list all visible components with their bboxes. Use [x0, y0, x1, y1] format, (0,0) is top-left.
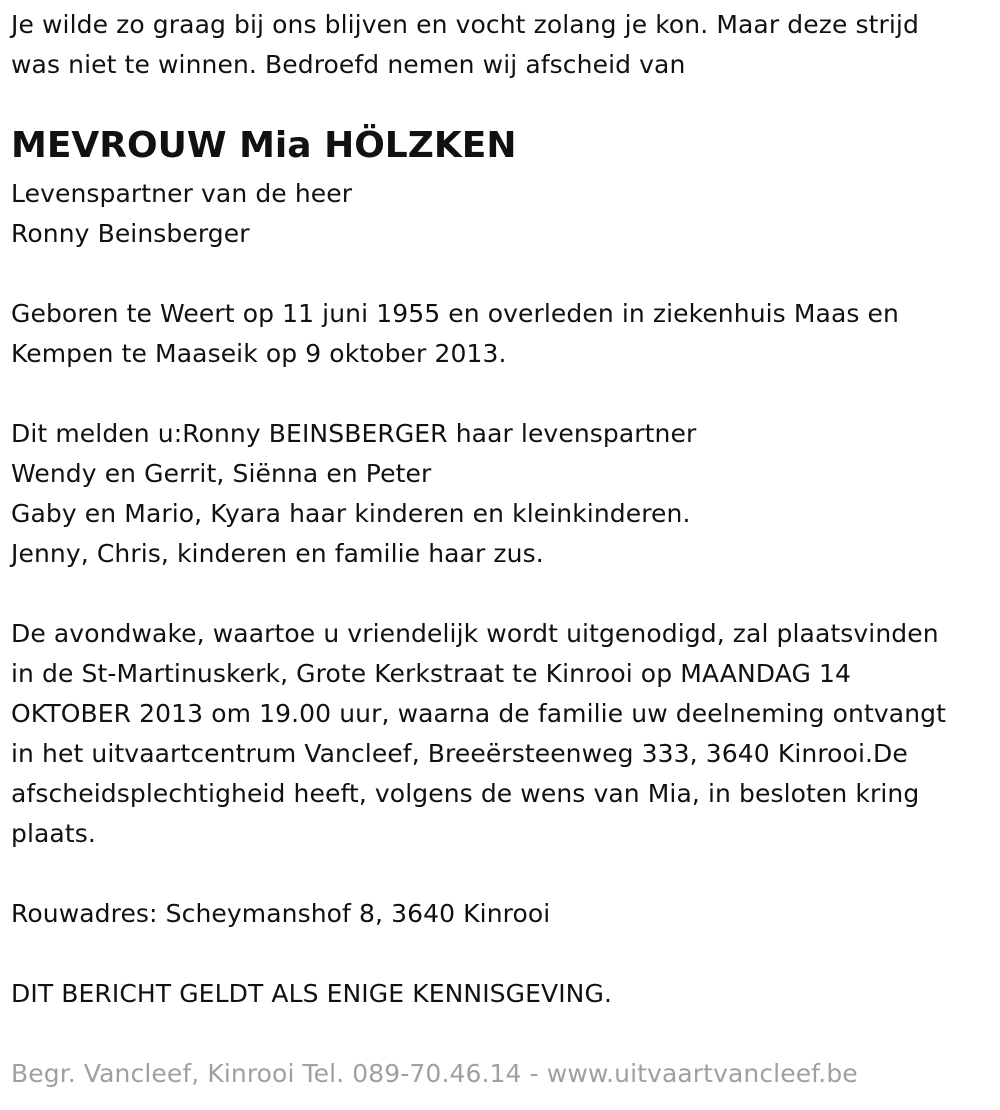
- birth-death-paragraph: [11, 294, 899, 374]
- partner-paragraph: [11, 174, 352, 254]
- wake-line: afscheidsplechtigheid heeft, volgens de wens van Mia, in besloten kring: [11, 779, 920, 808]
- notice-statement: [11, 974, 612, 1014]
- family-paragraph: [11, 414, 696, 574]
- deceased-name: MEVROUW Mia HÖLZKEN: [11, 125, 517, 166]
- funeral-home-footer: [11, 1054, 858, 1094]
- wake-line: plaats.: [11, 819, 96, 848]
- partner-line: Ronny Beinsberger: [11, 219, 250, 248]
- birth-line: Kempen te Maaseik op 9 oktober 2013.: [11, 339, 507, 368]
- wake-line: in de St-Martinuskerk, Grote Kerkstraat te Kinrooi op MAANDAG 14: [11, 659, 851, 688]
- footer-line: Begr. Vancleef, Kinrooi Tel. 089-70.46.14 - www.uitvaartvancleef.be: [11, 1059, 858, 1088]
- mourning-address: [11, 894, 550, 934]
- intro-line: Je wilde zo graag bij ons blijven en vocht zolang je kon. Maar deze strijd: [11, 10, 919, 39]
- wake-line: De avondwake, waartoe u vriendelijk wordt uitgenodigd, zal plaatsvinden: [11, 619, 939, 648]
- intro-paragraph: [11, 5, 919, 85]
- intro-line: was niet te winnen. Bedroefd nemen wij afscheid van: [11, 50, 686, 79]
- wake-line: in het uitvaartcentrum Vancleef, Breeërsteenweg 333, 3640 Kinrooi.De: [11, 739, 908, 768]
- family-line: Jenny, Chris, kinderen en familie haar zus.: [11, 539, 544, 568]
- family-line: Gaby en Mario, Kyara haar kinderen en kleinkinderen.: [11, 499, 691, 528]
- family-line: Dit melden u:Ronny BEINSBERGER haar levenspartner: [11, 419, 697, 448]
- wake-paragraph: [11, 614, 946, 854]
- notice-line: DIT BERICHT GELDT ALS ENIGE KENNISGEVING.: [11, 979, 612, 1008]
- partner-line: Levenspartner van de heer: [11, 179, 353, 208]
- family-line: Wendy en Gerrit, Siënna en Peter: [11, 459, 432, 488]
- birth-line: Geboren te Weert op 11 juni 1955 en overleden in ziekenhuis Maas en: [11, 299, 899, 328]
- wake-line: OKTOBER 2013 om 19.00 uur, waarna de familie uw deelneming ontvangt: [11, 699, 947, 728]
- address-line: Rouwadres: Scheymanshof 8, 3640 Kinrooi: [11, 899, 551, 928]
